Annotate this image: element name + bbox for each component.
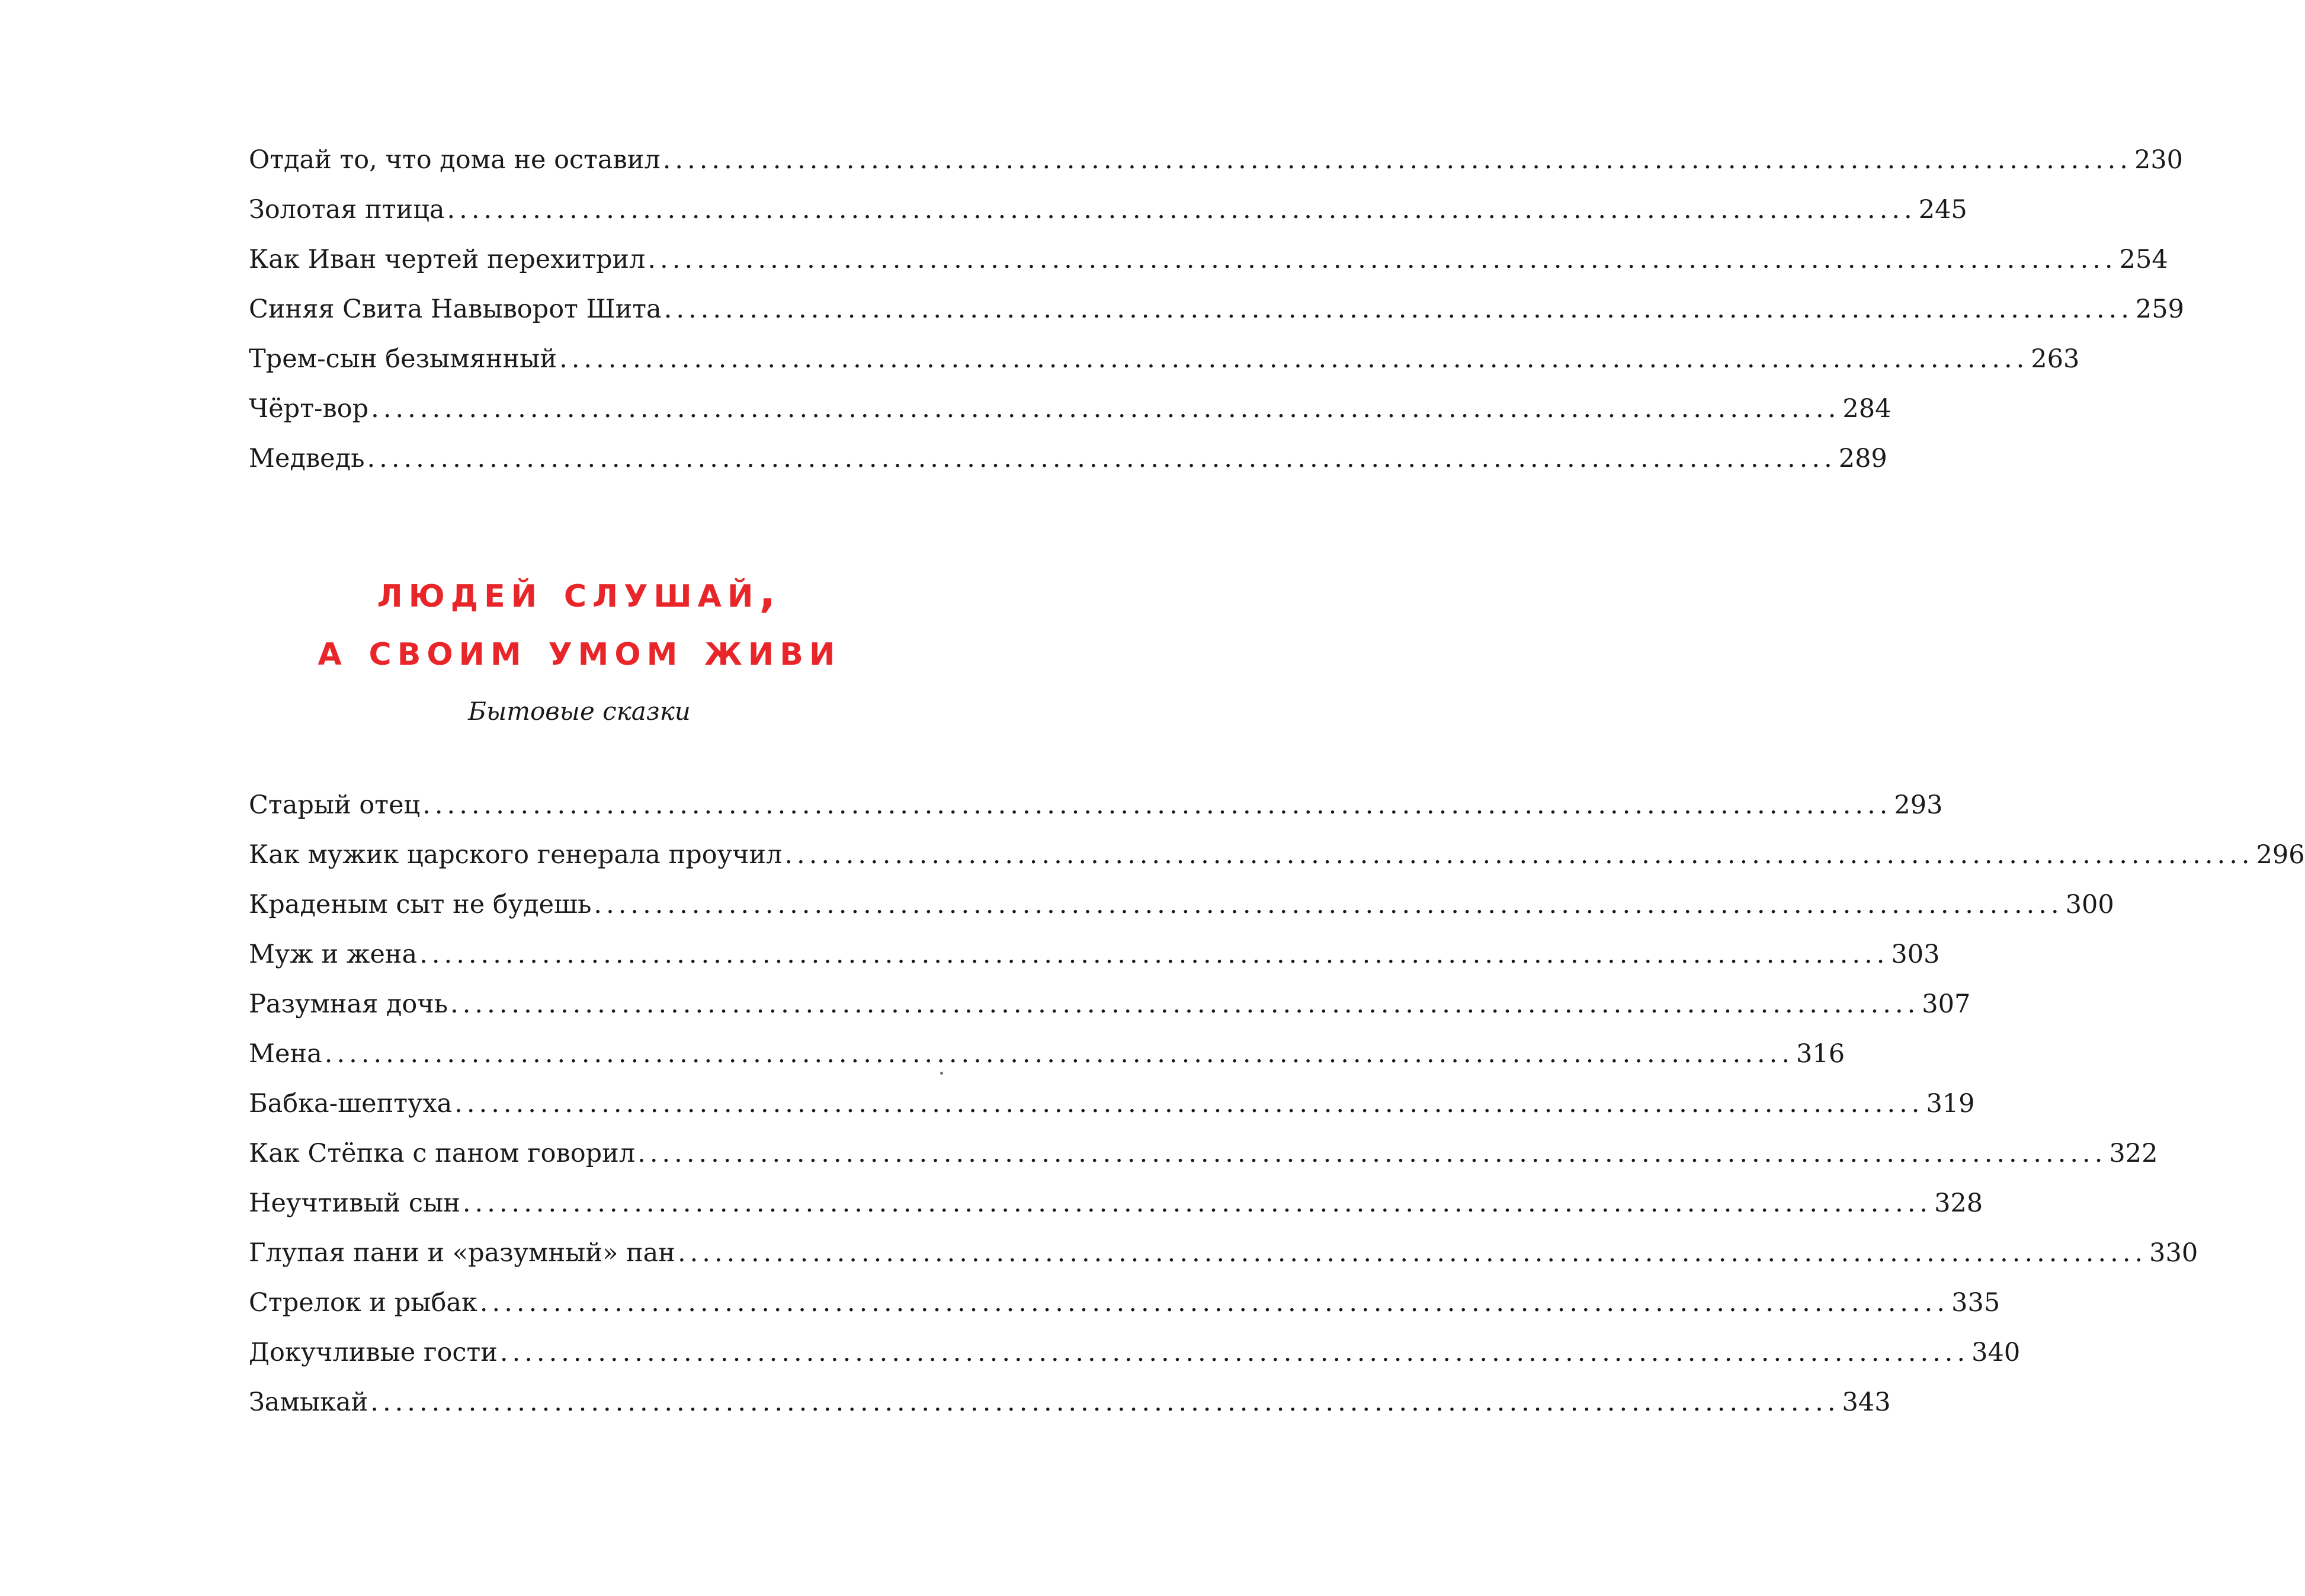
toc-leader-dots: ........................................................................................................................: [663, 294, 2133, 324]
section-subtitle: Бытовые сказки: [468, 697, 691, 726]
toc-list-part2: [249, 780, 2305, 1427]
toc-entry-title: Глупая пани и «разумный» пан: [249, 1238, 675, 1268]
toc-entry-title: Золотая птица: [249, 195, 445, 225]
toc-entry[interactable]: [249, 1178, 1983, 1228]
toc-entry-title: Как Иван чертей перехитрил: [249, 245, 646, 274]
toc-entry-title: Докучливые гости: [249, 1338, 498, 1367]
toc-entry-page: 259: [2135, 294, 2184, 324]
toc-entry-title: Краденым сыт не будешь: [249, 890, 592, 919]
toc-entry[interactable]: [249, 384, 1892, 434]
toc-entry-title: Неучтивый сын: [249, 1188, 460, 1218]
toc-entry-page: 322: [2109, 1139, 2158, 1168]
toc-entry[interactable]: [249, 1278, 2001, 1328]
toc-entry-page: 289: [1838, 444, 1887, 473]
toc-entry-page: 245: [1918, 195, 1967, 225]
toc-entry-page: 230: [2134, 145, 2184, 175]
toc-entry[interactable]: [249, 1079, 1975, 1129]
toc-leader-dots: ........................................................................................................................: [784, 840, 2254, 870]
print-speck: [940, 1072, 943, 1075]
toc-entry-page: 254: [2119, 245, 2168, 274]
toc-leader-dots: ........................................................................................................................: [647, 245, 2117, 274]
toc-entry[interactable]: [249, 1328, 2021, 1377]
toc-leader-dots: ........................................................................................................................: [594, 890, 2063, 919]
toc-entry-page: 319: [1926, 1089, 1975, 1119]
toc-entry-page: 328: [1934, 1188, 1983, 1218]
toc-leader-dots: ........................................................................................................................: [677, 1238, 2147, 1268]
toc-entry-title: Замыкай: [249, 1387, 368, 1417]
toc-leader-dots: ........................................................................................................................: [370, 1387, 1840, 1417]
toc-entry-title: Старый отец: [249, 790, 421, 820]
toc-entry[interactable]: [249, 930, 1940, 979]
toc-leader-dots: ........................................................................................................................: [422, 790, 1892, 820]
toc-entry[interactable]: [249, 284, 2184, 334]
toc-entry-page: 263: [2031, 344, 2080, 374]
toc-leader-dots: ........................................................................................................................: [419, 940, 1889, 969]
toc-entry-title: Стрелок и рыбак: [249, 1288, 477, 1318]
toc-entry-page: 316: [1796, 1039, 1845, 1069]
toc-entry[interactable]: [249, 185, 1967, 235]
toc-entry-title: Медведь: [249, 444, 365, 473]
section-heading: [0, 563, 1159, 679]
toc-entry-page: 343: [1842, 1387, 1891, 1417]
toc-leader-dots: ........................................................................................................................: [371, 394, 1841, 424]
toc-entry[interactable]: [249, 135, 2184, 185]
toc-leader-dots: ........................................................................................................................: [637, 1139, 2107, 1168]
toc-entry-title: Разумная дочь: [249, 989, 448, 1019]
toc-leader-dots: ........................................................................................................................: [479, 1288, 1950, 1318]
toc-entry-title: Отдай то, что дома не оставил: [249, 145, 661, 175]
toc-entry-page: 284: [1842, 394, 1892, 424]
toc-leader-dots: ........................................................................................................................: [559, 344, 2029, 374]
toc-entry[interactable]: [249, 1129, 2158, 1178]
toc-entry-title: Чёрт-вор: [249, 394, 369, 424]
toc-entry[interactable]: [249, 235, 2168, 284]
toc-list-part1: [249, 135, 2184, 483]
toc-entry-title: Мена: [249, 1039, 322, 1069]
toc-entry[interactable]: [249, 979, 1971, 1029]
toc-entry-title: Муж и жена: [249, 940, 418, 969]
toc-entry[interactable]: [249, 780, 1943, 830]
section-heading-line: а своим умом живи: [318, 624, 841, 675]
toc-entry-title: Как мужик царского генерала проучил: [249, 840, 783, 870]
toc-entry-title: Синяя Свита Навыворот Шита: [249, 294, 662, 324]
toc-entry[interactable]: [249, 1377, 1891, 1427]
toc-entry-page: 340: [1971, 1338, 2021, 1367]
toc-entry-page: 330: [2149, 1238, 2198, 1268]
toc-leader-dots: ........................................................................................................................: [499, 1338, 1970, 1367]
toc-leader-dots: ........................................................................................................................: [367, 444, 1836, 473]
toc-entry[interactable]: [249, 830, 2305, 880]
toc-entry-page: 300: [2065, 890, 2114, 919]
toc-leader-dots: ........................................................................................................................: [447, 195, 1916, 225]
toc-leader-dots: ........................................................................................................................: [450, 989, 1920, 1019]
toc-entry-title: Бабка-шептуха: [249, 1089, 453, 1119]
toc-entry-page: 307: [1922, 989, 1971, 1019]
toc-entry-page: 303: [1891, 940, 1940, 969]
toc-leader-dots: ........................................................................................................................: [462, 1188, 1932, 1218]
toc-entry-page: 293: [1894, 790, 1943, 820]
toc-entry[interactable]: [249, 334, 2080, 384]
toc-entry-page: 296: [2256, 840, 2305, 870]
toc-leader-dots: ........................................................................................................................: [662, 145, 2132, 175]
toc-entry[interactable]: [249, 434, 1887, 483]
section-heading-line: людей слушай,: [377, 566, 782, 617]
toc-leader-dots: ........................................................................................................................: [454, 1089, 1924, 1119]
toc-entry[interactable]: [249, 880, 2114, 930]
toc-leader-dots: ........................................................................................................................: [324, 1039, 1794, 1069]
toc-entry[interactable]: [249, 1228, 2198, 1278]
toc-entry[interactable]: [249, 1029, 1845, 1079]
toc-entry-title: Трем-сын безымянный: [249, 344, 557, 374]
toc-entry-title: Как Стёпка с паном говорил: [249, 1139, 636, 1168]
toc-entry-page: 335: [1951, 1288, 2001, 1318]
